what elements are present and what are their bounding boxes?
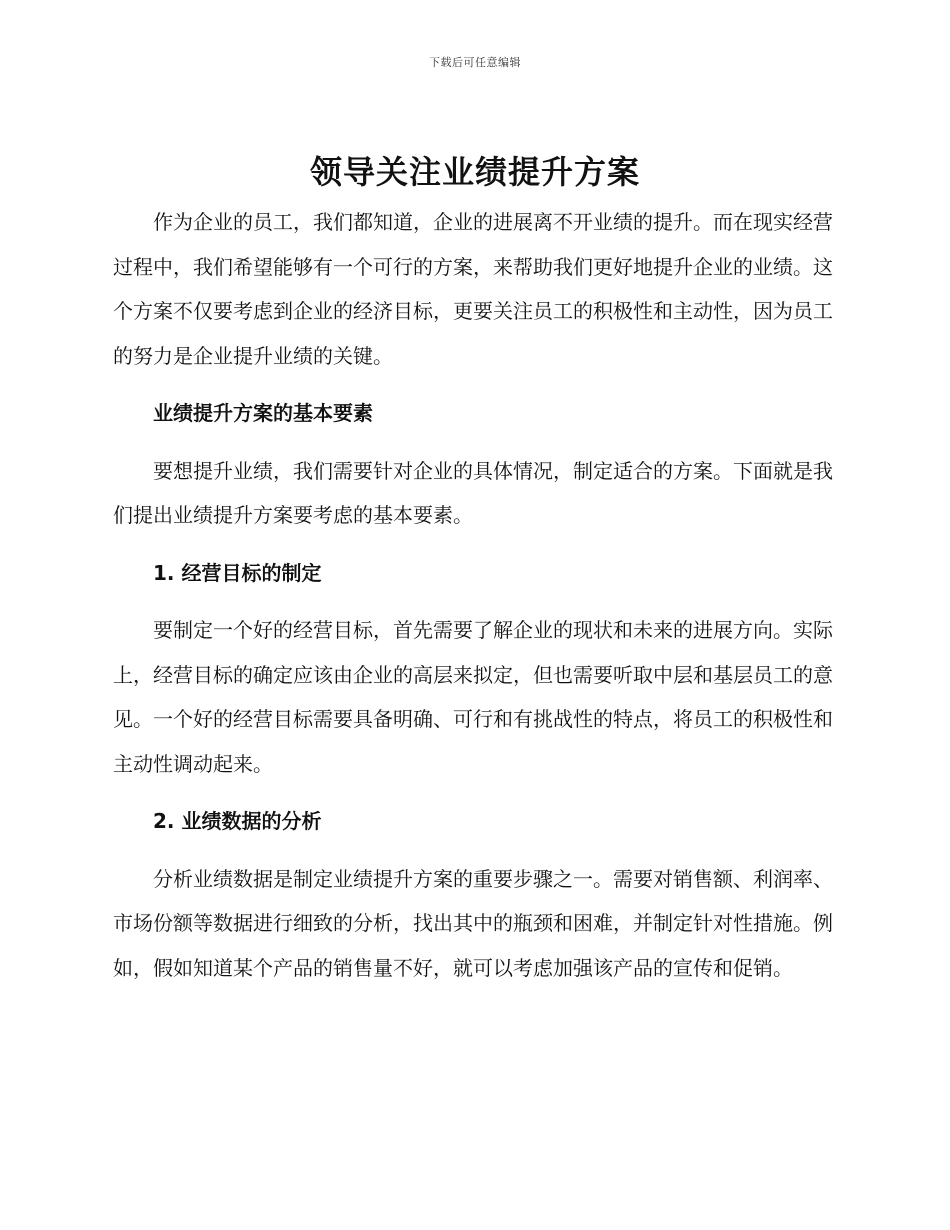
- basic-elements-paragraph: 要想提升业绩，我们需要针对企业的具体情况，制定适合的方案。下面就是我们提出业绩提升方案要考虑的基本要素。: [113, 458, 833, 527]
- section-heading-data-analysis: 2. 业绩数据的分析: [153, 809, 322, 833]
- section-heading-goals: 1. 经营目标的制定: [153, 560, 322, 585]
- section-heading-basic-elements: 业绩提升方案的基本要素: [153, 401, 373, 425]
- intro-paragraph: 作为企业的员工，我们都知道，企业的进展离不开业绩的提升。而在现实经营过程中，我们希望能够有一个可行的方案，来帮助我们更好地提升企业的业绩。这个方案不仅要考虑到企业的经济目标，更要关注员工的积极性和主动性，因为员工的努力是企业提升业绩的关键。: [113, 210, 833, 368]
- goals-paragraph: 要制定一个好的经营目标，首先需要了解企业的现状和未来的进展方向。实际上，经营目标的确定应该由企业的高层来拟定，但也需要听取中层和基层员工的意见。一个好的经营目标需要具备明确、可行和有挑战性的特点，将员工的积极性和主动性调动起来。: [113, 618, 833, 776]
- document-title: 领导关注业绩提升方案: [309, 153, 640, 191]
- document-body: [113, 200, 833, 990]
- data-analysis-paragraph: 分析业绩数据是制定业绩提升方案的重要步骤之一。需要对销售额、利润率、市场份额等数据进行细致的分析，找出其中的瓶颈和困难，并制定针对性措施。例如，假如知道某个产品的销售量不好，就可以考虑加强该产品的宣传和促销。: [113, 866, 833, 980]
- header-note: 下载后可任意编辑: [429, 56, 521, 69]
